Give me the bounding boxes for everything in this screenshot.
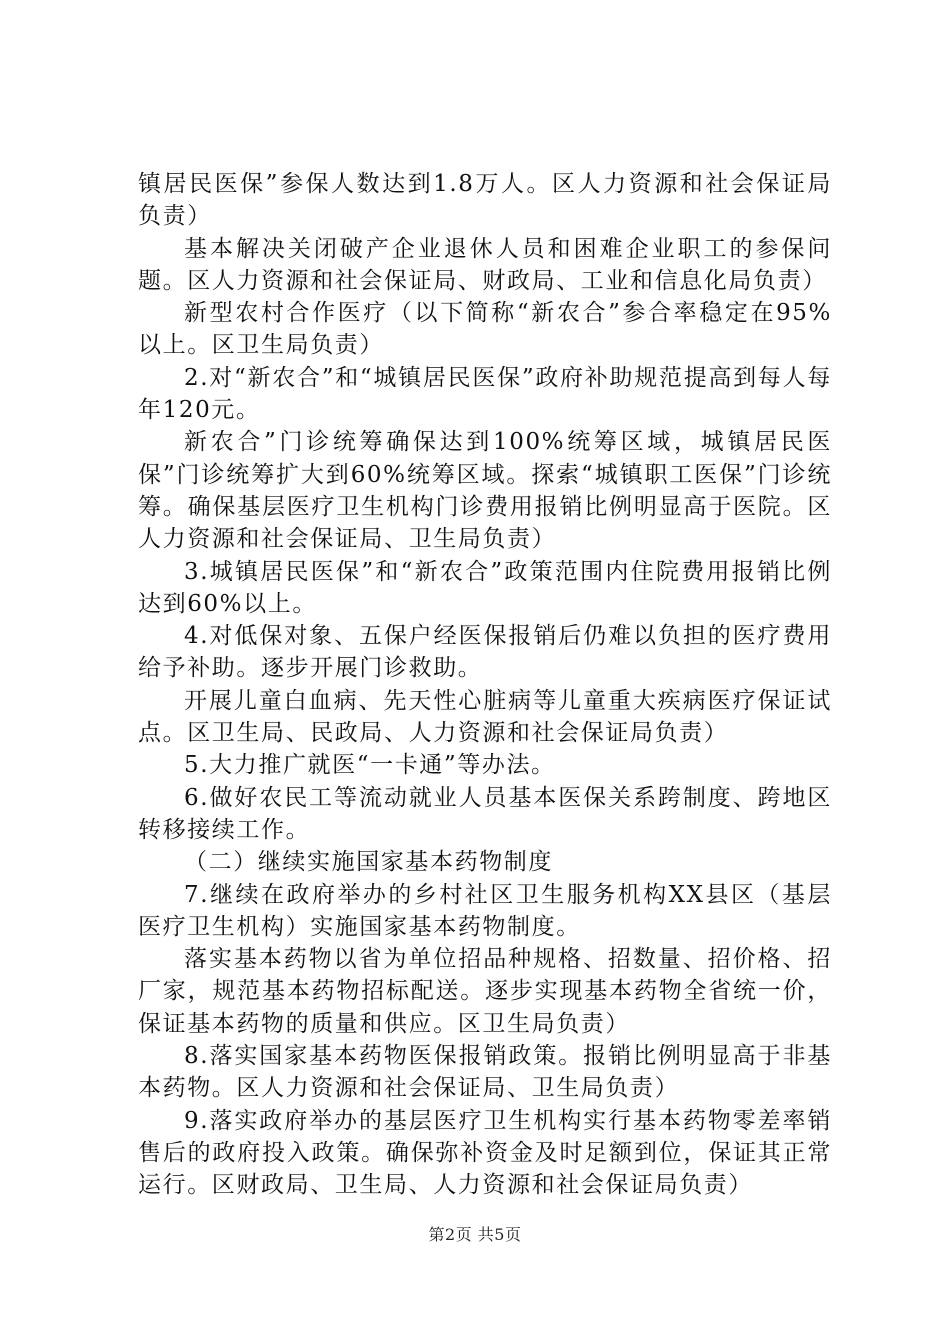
paragraph: 5.大力推广就医“一卡通”等办法。	[184, 752, 556, 779]
paragraph: 8.落实国家基本药物医保报销政策。报销比例明显高于非基本药物。区人力资源和社会保证局、卫生局负责）	[138, 1043, 832, 1102]
paragraph: 4.对低保对象、五保户经医保报销后仍难以负担的医疗费用给予补助。逐步开展门诊救助。	[138, 623, 832, 682]
paragraph: 9.落实政府举办的基层医疗卫生机构实行基本药物零差率销售后的政府投入政策。确保弥补资金及时足额到位，保证其正常运行。区财政局、卫生局、人力资源和社会保证局负责）	[138, 1107, 832, 1199]
paragraph: 落实基本药物以省为单位招品种规格、招数量、招价格、招厂家，规范基本药物招标配送。逐步实现基本药物全省统一价，保证基本药物的质量和供应。区卫生局负责）	[138, 946, 832, 1037]
paragraph: 开展儿童白血病、先天性心脏病等儿童重大疾病医疗保证试点。区卫生局、民政局、人力资源和社会保证局负责）	[138, 687, 832, 747]
section-heading: （二）继续实施国家基本药物制度	[184, 849, 553, 876]
paragraph: 新农合”门诊统筹确保达到100%统筹区域，城镇居民医保”门诊统筹扩大到60%统筹区域。探索“城镇职工医保”门诊统筹。确保基层医疗卫生机构门诊费用报销比例明显高于医院。区人力资源和社会保证局、卫生局负责）	[138, 429, 832, 553]
document-body	[138, 168, 832, 1202]
paragraph: 6.做好农民工等流动就业人员基本医保关系跨制度、跨地区转移接续工作。	[138, 784, 832, 843]
paragraph: 3.城镇居民医保”和“新农合”政策范围内住院费用报销比例达到60%以上。	[138, 558, 832, 617]
paragraph: 新型农村合作医疗（以下简称“新农合”参合率稳定在95%以上。区卫生局负责）	[138, 300, 832, 359]
paragraph: 2.对“新农合”和“城镇居民医保”政府补助规范提高到每人每年120元。	[138, 364, 832, 424]
paragraph: 7.继续在政府举办的乡村社区卫生服务机构XX县区（基层医疗卫生机构）实施国家基本药物制度。	[138, 881, 832, 940]
paragraph-continuation: 镇居民医保”参保人数达到1.8万人。区人力资源和社会保证局负责）	[138, 171, 832, 230]
paragraph: 基本解决关闭破产企业退休人员和困难企业职工的参保问题。区人力资源和社会保证局、财政局、工业和信息化局负责）	[138, 235, 832, 294]
page-number-footer: 第2页 共5页	[428, 1225, 522, 1244]
